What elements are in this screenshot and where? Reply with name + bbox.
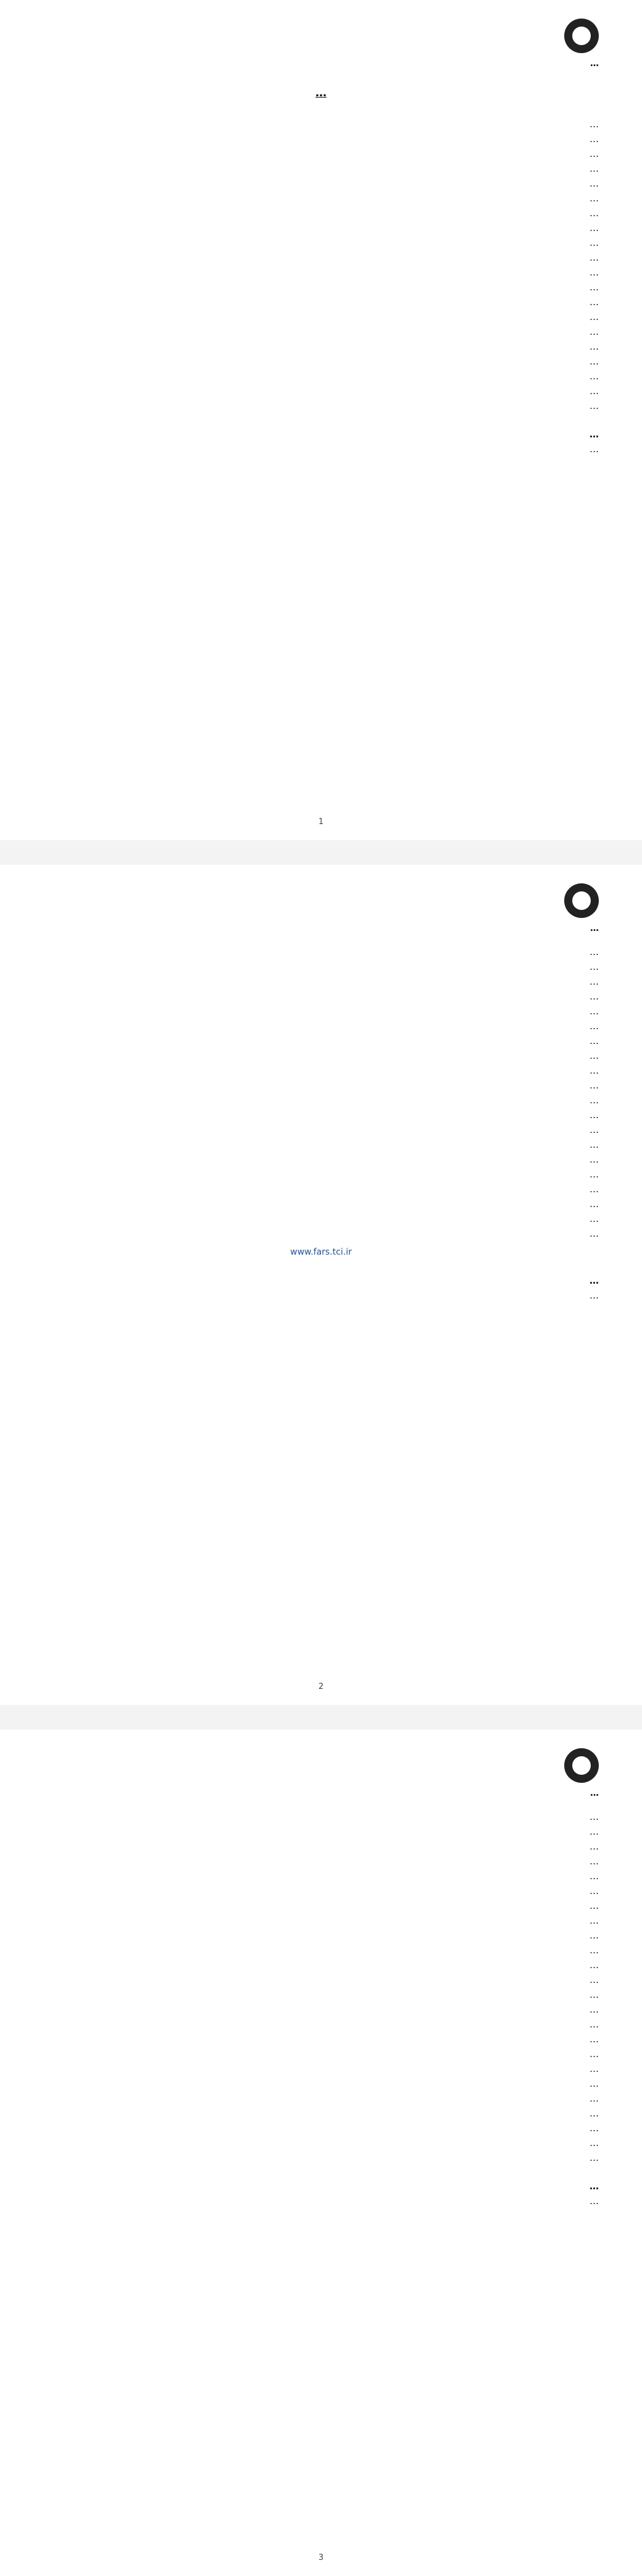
text-line: … bbox=[590, 1050, 599, 1061]
text-line: … bbox=[590, 946, 599, 958]
text-line: … bbox=[590, 1006, 599, 1017]
page-1 bbox=[0, 0, 642, 840]
text-line: … bbox=[590, 148, 599, 159]
text-line: … bbox=[590, 1885, 599, 1896]
text-line: … bbox=[590, 1021, 599, 1032]
page-gap bbox=[0, 840, 642, 865]
page-body bbox=[43, 117, 599, 723]
page-number: 3 bbox=[318, 2553, 324, 2562]
org-name: … bbox=[590, 924, 599, 933]
signature-line: … bbox=[590, 444, 599, 455]
text-line: … bbox=[590, 2137, 599, 2149]
text-line: … bbox=[590, 2063, 599, 2074]
text-line: … bbox=[590, 341, 599, 352]
text-line: … bbox=[590, 2034, 599, 2045]
watermark-url: www.fars.tci.ir bbox=[290, 1247, 352, 1257]
text-line: … bbox=[590, 1213, 599, 1224]
text-line: … bbox=[590, 2048, 599, 2060]
text-line: … bbox=[590, 237, 599, 248]
text-line: … bbox=[590, 1228, 599, 1239]
text-line: … bbox=[590, 2108, 599, 2119]
text-line: … bbox=[590, 1124, 599, 1135]
text-line: … bbox=[590, 1930, 599, 1941]
text-line: … bbox=[590, 2019, 599, 2030]
text-line: … bbox=[590, 297, 599, 308]
company-logo-icon bbox=[564, 19, 599, 53]
text-line: … bbox=[590, 2004, 599, 2015]
text-line: … bbox=[590, 193, 599, 204]
text-line: … bbox=[590, 400, 599, 411]
text-line: … bbox=[590, 222, 599, 234]
closing-statement: … bbox=[590, 1275, 599, 1286]
signature-line: … bbox=[590, 1290, 599, 1301]
text-line: … bbox=[590, 326, 599, 337]
text-line: … bbox=[590, 991, 599, 1002]
page-3 bbox=[0, 1730, 642, 2576]
text-line: … bbox=[590, 961, 599, 972]
page-2 bbox=[0, 865, 642, 1705]
text-line: … bbox=[590, 1915, 599, 1926]
text-line: … bbox=[590, 1065, 599, 1076]
text-line: … bbox=[590, 385, 599, 397]
page-number: 2 bbox=[318, 1682, 324, 1691]
text-line: … bbox=[590, 2078, 599, 2089]
text-line: … bbox=[590, 119, 599, 130]
company-logo-icon bbox=[564, 883, 599, 918]
document-title: … bbox=[315, 86, 327, 99]
text-line: … bbox=[590, 1169, 599, 1180]
text-line: … bbox=[590, 1841, 599, 1852]
text-line: … bbox=[590, 1811, 599, 1822]
page-body bbox=[43, 1810, 599, 2551]
text-line: … bbox=[590, 178, 599, 189]
text-line: … bbox=[590, 2123, 599, 2134]
text-line: … bbox=[590, 163, 599, 174]
org-name: … bbox=[590, 59, 599, 69]
text-line: … bbox=[590, 311, 599, 322]
text-line: … bbox=[590, 133, 599, 145]
text-line: … bbox=[590, 267, 599, 278]
page-number: 1 bbox=[318, 817, 324, 827]
text-line: … bbox=[590, 1856, 599, 1867]
text-line: … bbox=[590, 371, 599, 382]
closing-statement: … bbox=[590, 429, 599, 440]
text-line: … bbox=[590, 1198, 599, 1210]
text-line: … bbox=[590, 1080, 599, 1091]
text-line: … bbox=[590, 1184, 599, 1195]
text-line: … bbox=[590, 1900, 599, 1911]
text-line: … bbox=[590, 1871, 599, 1882]
org-name: … bbox=[590, 1788, 599, 1798]
closing-statement: … bbox=[590, 2181, 599, 2192]
text-line: … bbox=[590, 282, 599, 293]
text-line: … bbox=[590, 1109, 599, 1121]
text-line: … bbox=[590, 1035, 599, 1046]
text-line: … bbox=[590, 1974, 599, 1985]
text-line: … bbox=[590, 2152, 599, 2163]
signature-line: … bbox=[590, 2195, 599, 2207]
page-body bbox=[43, 945, 599, 1674]
text-line: … bbox=[590, 1139, 599, 1150]
text-line: … bbox=[590, 1826, 599, 1837]
text-line: … bbox=[590, 208, 599, 219]
text-line: … bbox=[590, 1989, 599, 2000]
text-line: … bbox=[590, 252, 599, 263]
text-line: … bbox=[590, 1154, 599, 1165]
text-line: … bbox=[590, 1095, 599, 1106]
text-line: … bbox=[590, 1959, 599, 1971]
text-line: … bbox=[590, 976, 599, 987]
page-gap bbox=[0, 1705, 642, 1730]
text-line: … bbox=[590, 1945, 599, 1956]
text-line: … bbox=[590, 356, 599, 367]
text-line: … bbox=[590, 2093, 599, 2104]
company-logo-icon bbox=[564, 1748, 599, 1783]
